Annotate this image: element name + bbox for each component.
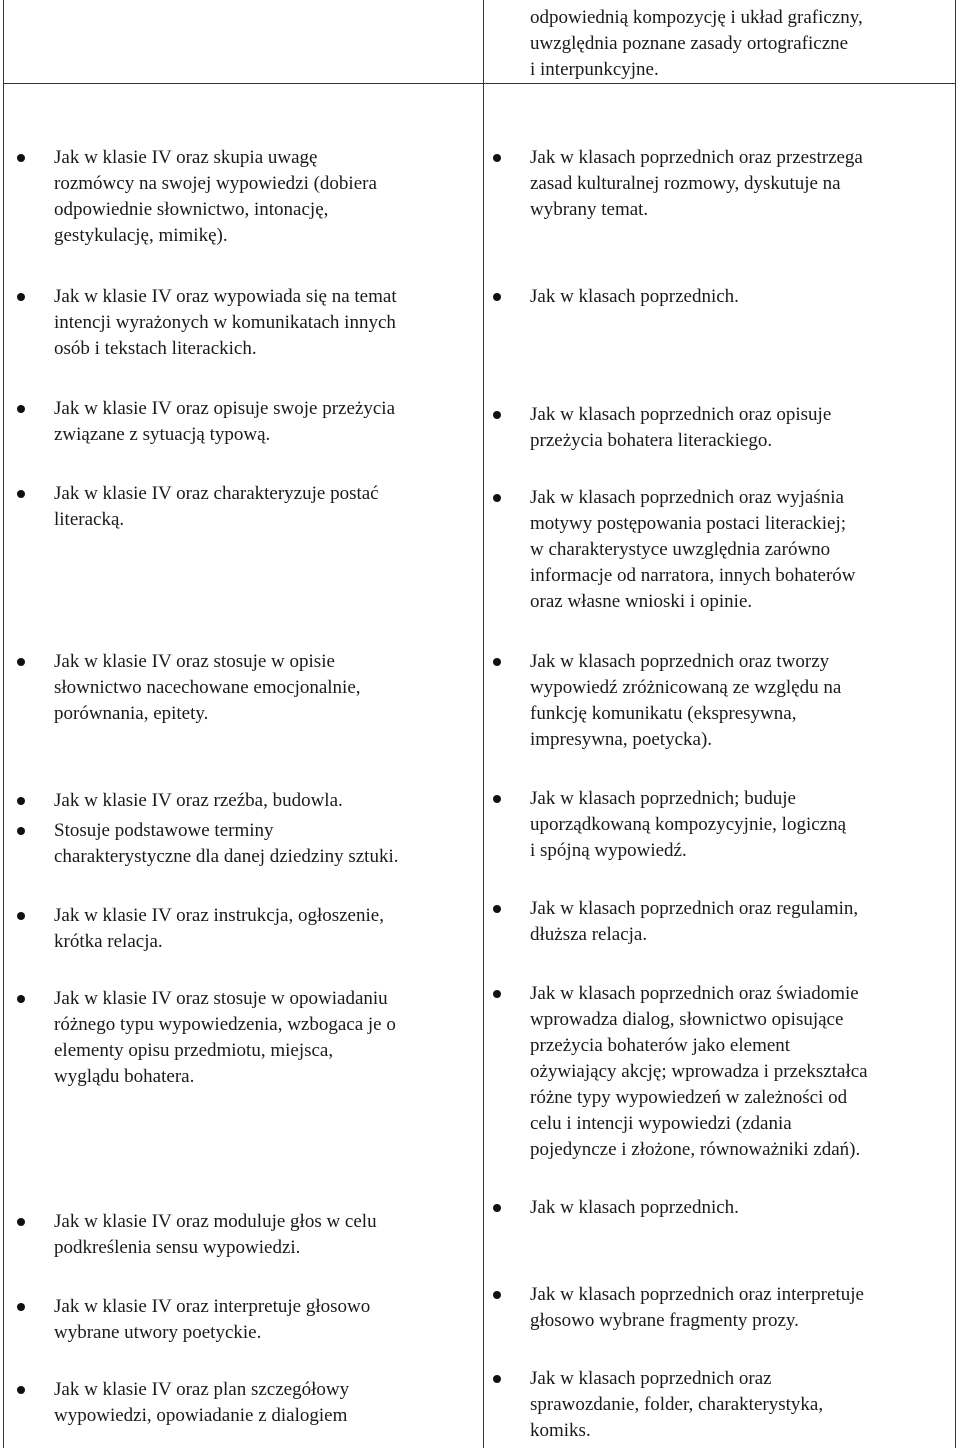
table-border-left xyxy=(3,0,4,1448)
table-column-divider xyxy=(483,0,484,1448)
left-item-6: Jak w klasie IV oraz rzeźba, budowla. xyxy=(54,788,343,814)
left-item-11: Jak w klasie IV oraz interpretuje głosowo wybrane utwory poetyckie. xyxy=(54,1294,370,1346)
right-item-8: Jak w klasach poprzednich oraz świadomie wprowadza dialog, słownictwo opisujące przeżycia bohaterów jako element ożywiający akcję; wprowadza i przekształca różne typy wypowiedzeń w zależności od celu i intencji wypowiedzi (zdania pojedyncze i złożone, równoważniki zdań). xyxy=(530,981,868,1163)
left-item-5: Jak w klasie IV oraz stosuje w opisie słownictwo nacechowane emocjonalnie, porównania, epitety. xyxy=(54,649,361,727)
right-item-2: Jak w klasach poprzednich. xyxy=(530,284,739,310)
right-item-3: Jak w klasach poprzednich oraz opisuje przeżycia bohatera literackiego. xyxy=(530,402,831,454)
table-row-divider xyxy=(3,83,956,84)
right-item-11: Jak w klasach poprzednich oraz sprawozdanie, folder, charakterystyka, komiks. xyxy=(530,1366,823,1444)
left-item-8: Jak w klasie IV oraz instrukcja, ogłoszenie, krótka relacja. xyxy=(54,903,384,955)
left-item-7: Stosuje podstawowe terminy charakterystyczne dla danej dziedziny sztuki. xyxy=(54,818,399,870)
right-item-5: Jak w klasach poprzednich oraz tworzy wypowiedź zróżnicowaną ze względu na funkcję komunikatu (ekspresywna, impresywna, poetycka). xyxy=(530,649,841,753)
top-right-cell-text: odpowiednią kompozycję i układ graficzny, uwzględnia poznane zasady ortograficzne i interpunkcyjne. xyxy=(530,7,863,80)
right-item-9: Jak w klasach poprzednich. xyxy=(530,1195,739,1221)
right-item-1: Jak w klasach poprzednich oraz przestrzega zasad kulturalnej rozmowy, dyskutuje na wybrany temat. xyxy=(530,145,863,223)
left-item-10: Jak w klasie IV oraz moduluje głos w celu podkreślenia sensu wypowiedzi. xyxy=(54,1209,377,1261)
left-item-4: Jak w klasie IV oraz charakteryzuje postać literacką. xyxy=(54,481,379,533)
right-item-6: Jak w klasach poprzednich; buduje uporządkowaną kompozycyjnie, logiczną i spójną wypowiedź. xyxy=(530,786,846,864)
left-item-1: Jak w klasie IV oraz skupia uwagę rozmówcy na swojej wypowiedzi (dobiera odpowiednie słownictwo, intonację, gestykulację, mimikę). xyxy=(54,145,377,249)
table-border-right xyxy=(955,0,956,1448)
left-item-2: Jak w klasie IV oraz wypowiada się na temat intencji wyrażonych w komunikatach innych osób i tekstach literackich. xyxy=(54,284,397,362)
left-item-3: Jak w klasie IV oraz opisuje swoje przeżycia związane z sytuacją typową. xyxy=(54,396,395,448)
left-item-12: Jak w klasie IV oraz plan szczegółowy wypowiedzi, opowiadanie z dialogiem xyxy=(54,1377,349,1429)
right-item-7: Jak w klasach poprzednich oraz regulamin, dłuższa relacja. xyxy=(530,896,858,948)
right-item-4: Jak w klasach poprzednich oraz wyjaśnia motywy postępowania postaci literackiej; w charakterystyce uwzględnia zarówno informacje od narratora, innych bohaterów oraz własne wnioski i opinie. xyxy=(530,485,856,615)
left-item-9: Jak w klasie IV oraz stosuje w opowiadaniu różnego typu wypowiedzenia, wzbogaca je o elementy opisu przedmiotu, miejsca, wyglądu bohatera. xyxy=(54,986,396,1090)
right-item-10: Jak w klasach poprzednich oraz interpretuje głosowo wybrane fragmenty prozy. xyxy=(530,1282,864,1334)
